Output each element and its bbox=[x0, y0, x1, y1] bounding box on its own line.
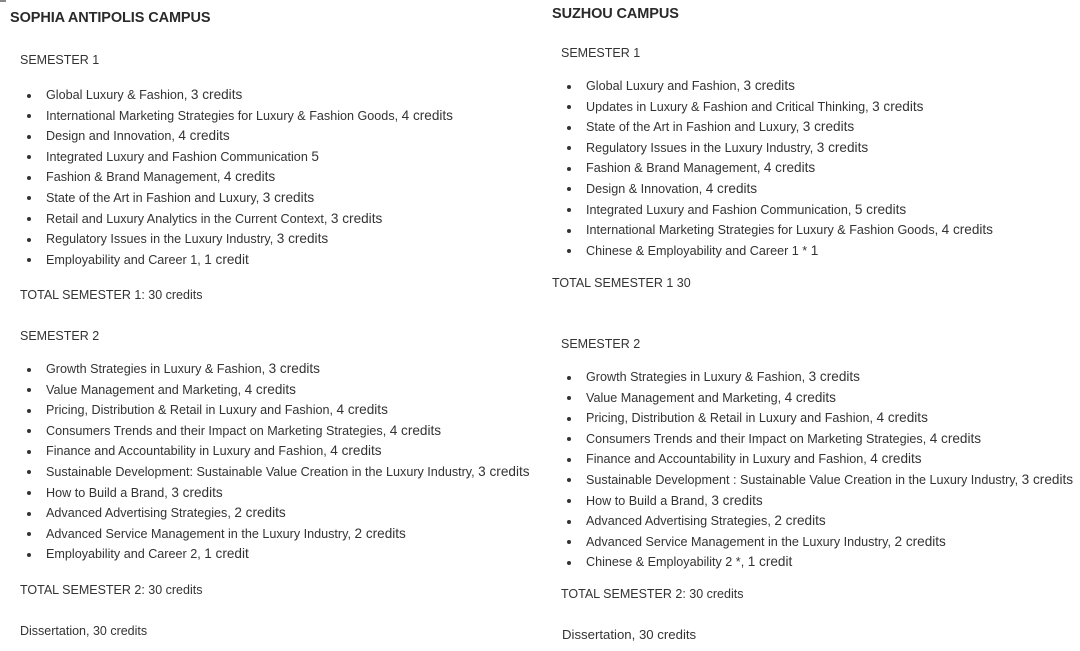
course-name: Integrated Luxury and Fashion Communication, bbox=[586, 202, 855, 217]
semester-2-heading: SEMESTER 2 bbox=[561, 337, 641, 351]
course-name: Integrated Luxury and Fashion Communication bbox=[46, 149, 312, 164]
course-credits: 2 credits bbox=[234, 505, 286, 521]
semester-1-total: TOTAL SEMESTER 1: 30 credits bbox=[20, 288, 203, 302]
course-credits: 4 credits bbox=[784, 389, 836, 405]
course-item bbox=[20, 462, 530, 483]
semester-1-heading: SEMESTER 1 bbox=[20, 53, 100, 67]
semester-2-course-list bbox=[20, 359, 530, 565]
course-credits: 4 credits bbox=[705, 180, 758, 196]
course-credits: 4 credits bbox=[870, 451, 922, 467]
course-item bbox=[560, 491, 1073, 512]
course-credits: 3 credits bbox=[1021, 471, 1074, 487]
dissertation: Dissertation, 30 credits bbox=[20, 624, 148, 638]
semester-2-total: TOTAL SEMESTER 2: 30 credits bbox=[20, 583, 203, 597]
course-item bbox=[560, 511, 1073, 532]
course-item bbox=[20, 524, 530, 545]
course-credits: 5 bbox=[311, 148, 319, 164]
course-credits: 3 credits bbox=[171, 484, 223, 500]
course-name: Value Management and Marketing, bbox=[46, 382, 245, 397]
course-credits: 4 credits bbox=[336, 402, 388, 418]
course-item bbox=[560, 138, 993, 159]
course-name: International Marketing Strategies for Luxury & Fashion Goods, bbox=[46, 108, 402, 123]
course-credits: 1 credit bbox=[747, 554, 793, 570]
course-name: Pricing, Distribution & Retail in Luxury and Fashion, bbox=[46, 403, 337, 418]
course-item bbox=[560, 367, 1073, 388]
semester-2-course-list bbox=[560, 367, 1073, 573]
course-name: Growth Strategies in Luxury & Fashion, bbox=[46, 362, 269, 376]
course-credits: 3 credits bbox=[330, 210, 383, 226]
semester-1-total: TOTAL SEMESTER 1 30 bbox=[552, 276, 691, 290]
course-item bbox=[560, 117, 993, 138]
course-name: Employability and Career 1, bbox=[46, 252, 205, 267]
course-name: Retail and Luxury Analytics in the Current Context, bbox=[46, 211, 331, 226]
course-name: Advanced Advertising Strategies, bbox=[46, 506, 235, 521]
course-credits: 4 credits bbox=[244, 381, 296, 397]
course-name: Growth Strategies in Luxury & Fashion, bbox=[586, 370, 809, 384]
course-item bbox=[560, 552, 1073, 573]
course-credits: 3 credits bbox=[262, 189, 315, 205]
course-item bbox=[560, 470, 1073, 491]
course-item bbox=[20, 126, 453, 147]
course-item bbox=[20, 106, 453, 127]
dissertation: Dissertation, 30 credits bbox=[562, 627, 697, 642]
course-item bbox=[560, 241, 993, 262]
course-credits: 1 credit bbox=[204, 251, 249, 267]
course-item bbox=[20, 483, 530, 504]
course-name: Sustainable Development: Sustainable Value Creation in the Luxury Industry, bbox=[46, 464, 479, 479]
course-credits: 3 credits bbox=[190, 87, 243, 102]
course-credits: 4 credits bbox=[401, 107, 453, 123]
course-item bbox=[560, 158, 993, 179]
course-name: How to Build a Brand, bbox=[46, 485, 172, 500]
course-item bbox=[20, 188, 453, 209]
course-item bbox=[20, 503, 530, 524]
course-credits: 1 bbox=[810, 242, 819, 258]
course-item bbox=[20, 441, 530, 462]
course-item bbox=[560, 179, 993, 200]
course-name: State of the Art in Fashion and Luxury, bbox=[586, 120, 803, 135]
course-credits: 3 credits bbox=[743, 78, 795, 93]
course-name: Design & Innovation, bbox=[586, 181, 706, 196]
course-name: State of the Art in Fashion and Luxury, bbox=[46, 190, 263, 205]
course-item bbox=[20, 147, 453, 168]
course-item bbox=[20, 544, 530, 565]
corner-mark bbox=[0, 0, 6, 2]
course-name: Regulatory Issues in the Luxury Industry, bbox=[586, 140, 817, 155]
course-item bbox=[20, 400, 530, 421]
course-credits: 5 credits bbox=[854, 201, 907, 217]
course-name: Consumers Trends and their Impact on Marketing Strategies, bbox=[586, 431, 930, 446]
course-credits: 3 credits bbox=[268, 361, 320, 376]
course-name: Fashion & Brand Management, bbox=[46, 170, 224, 185]
course-credits: 2 credits bbox=[894, 533, 946, 549]
campus-title-sophia: SOPHIA ANTIPOLIS CAMPUS bbox=[10, 10, 211, 26]
course-name: Employability and Career 2, bbox=[46, 547, 205, 562]
course-item bbox=[560, 200, 993, 221]
course-item bbox=[20, 250, 453, 271]
course-item bbox=[560, 388, 1073, 409]
course-credits: 3 credits bbox=[816, 139, 869, 155]
course-name: Finance and Accountability in Luxury and Fashion, bbox=[586, 452, 871, 467]
course-name: Value Management and Marketing, bbox=[586, 390, 785, 405]
course-item bbox=[560, 408, 1073, 429]
course-credits: 4 credits bbox=[389, 422, 442, 438]
semester-1-course-list bbox=[20, 85, 453, 270]
course-credits: 3 credits bbox=[802, 119, 855, 135]
semester-1-heading: SEMESTER 1 bbox=[561, 46, 641, 60]
course-name: Pricing, Distribution & Retail in Luxury and Fashion, bbox=[586, 411, 877, 426]
course-item bbox=[20, 359, 530, 380]
course-name: Global Luxury and Fashion, bbox=[586, 79, 744, 93]
course-credits: 4 credits bbox=[941, 222, 993, 238]
course-name: Regulatory Issues in the Luxury Industry, bbox=[46, 232, 277, 247]
course-item bbox=[20, 209, 453, 230]
course-name: Fashion & Brand Management, bbox=[586, 161, 764, 176]
course-item bbox=[20, 229, 453, 250]
course-item bbox=[560, 220, 993, 241]
semester-1-course-list bbox=[560, 76, 993, 261]
course-name: Chinese & Employability 2 *, bbox=[586, 555, 748, 570]
course-item bbox=[560, 449, 1073, 470]
course-name: Consumers Trends and their Impact on Marketing Strategies, bbox=[46, 423, 390, 438]
campus-title-suzhou: SUZHOU CAMPUS bbox=[552, 6, 679, 22]
course-name: How to Build a Brand, bbox=[586, 493, 712, 508]
course-name: Advanced Advertising Strategies, bbox=[586, 514, 775, 529]
course-item bbox=[560, 429, 1073, 450]
course-credits: 2 credits bbox=[774, 513, 826, 529]
semester-2-total: TOTAL SEMESTER 2: 30 credits bbox=[561, 587, 744, 601]
course-credits: 4 credits bbox=[929, 430, 982, 446]
course-credits: 4 credits bbox=[178, 128, 230, 144]
course-item bbox=[20, 421, 530, 442]
semester-2-heading: SEMESTER 2 bbox=[20, 329, 100, 343]
course-credits: 1 credit bbox=[204, 546, 249, 562]
course-credits: 2 credits bbox=[354, 525, 406, 541]
course-name: Design and Innovation, bbox=[46, 129, 179, 144]
course-credits: 4 credits bbox=[763, 160, 816, 176]
course-credits: 3 credits bbox=[478, 463, 530, 479]
course-item bbox=[20, 167, 453, 188]
course-credits: 4 credits bbox=[223, 169, 276, 185]
course-name: Advanced Service Management in the Luxury Industry, bbox=[586, 534, 895, 549]
course-item bbox=[20, 380, 530, 401]
course-name: International Marketing Strategies for Luxury & Fashion Goods, bbox=[586, 223, 942, 238]
course-name: Updates in Luxury & Fashion and Critical Thinking, bbox=[586, 99, 873, 114]
course-name: Sustainable Development : Sustainable Value Creation in the Luxury Industry, bbox=[586, 472, 1022, 487]
course-name: Global Luxury & Fashion, bbox=[46, 88, 191, 102]
course-name: Advanced Service Management in the Luxury Industry, bbox=[46, 526, 355, 541]
course-credits: 3 credits bbox=[276, 231, 329, 247]
course-item bbox=[560, 97, 993, 118]
course-item bbox=[20, 85, 453, 106]
course-credits: 4 credits bbox=[876, 410, 928, 426]
course-item bbox=[560, 532, 1073, 553]
course-credits: 3 credits bbox=[711, 492, 763, 508]
course-credits: 3 credits bbox=[808, 369, 860, 384]
course-credits: 4 credits bbox=[330, 443, 382, 459]
course-name: Finance and Accountability in Luxury and Fashion, bbox=[46, 444, 331, 459]
course-credits: 3 credits bbox=[872, 98, 924, 114]
course-name: Chinese & Employability and Career 1 * bbox=[586, 243, 811, 258]
course-item bbox=[560, 76, 993, 97]
